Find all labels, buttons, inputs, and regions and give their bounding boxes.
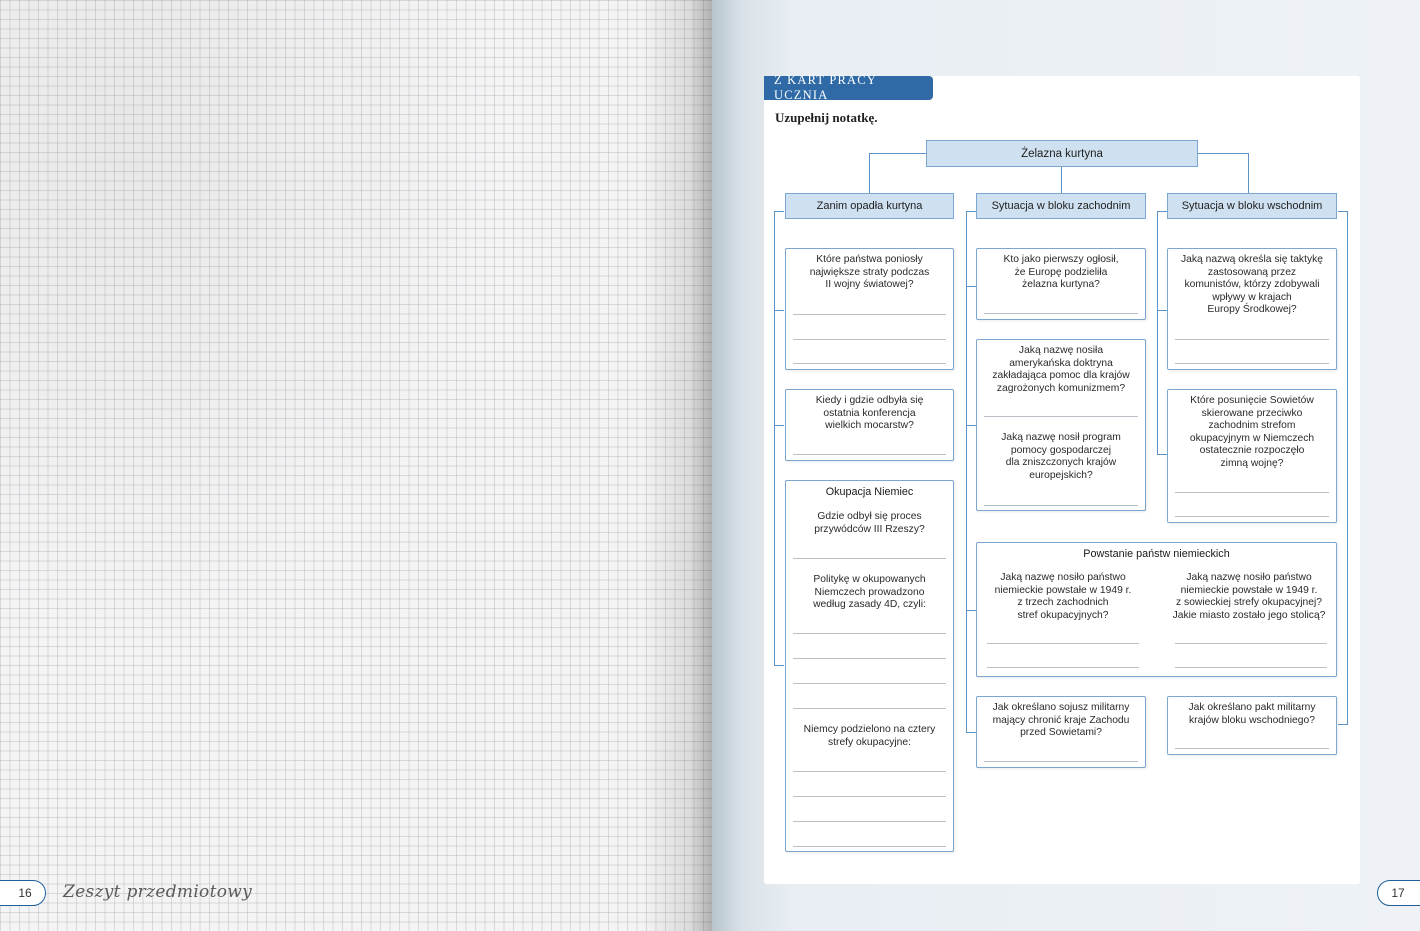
question-box xyxy=(1167,389,1337,523)
connector xyxy=(1061,166,1062,193)
question-text: Które państwa poniosły największe straty podczas II wojny światowej? xyxy=(809,254,930,291)
instruction: Uzupełnij notatkę. xyxy=(775,110,878,125)
connector xyxy=(1347,211,1348,725)
question-box xyxy=(1167,248,1337,370)
question-box xyxy=(1167,696,1337,755)
answer-line[interactable] xyxy=(793,771,946,772)
answer-line[interactable] xyxy=(984,505,1138,506)
connector xyxy=(966,425,976,426)
occupation-box xyxy=(785,480,954,852)
question-box xyxy=(785,248,954,370)
question-text: Jaką nazwę nosiło państwo niemieckie powstałe w 1949 r. z trzech zachodnich stref okupacyjnych? xyxy=(994,572,1132,621)
connector xyxy=(869,153,870,193)
question-text: Niemcy podzielono na cztery strefy okupacyjne: xyxy=(803,724,936,748)
answer-line[interactable] xyxy=(1175,643,1327,644)
answer-line[interactable] xyxy=(984,416,1138,417)
connector xyxy=(1338,724,1348,725)
column-header-before: Zanim opadła kurtyna xyxy=(785,193,954,219)
connector xyxy=(774,211,775,666)
answer-line[interactable] xyxy=(1175,516,1329,517)
answer-line[interactable] xyxy=(1175,667,1327,668)
question-text: Jaką nazwę nosił program pomocy gospodarczej dla zniszczonych krajów europejskich? xyxy=(1001,432,1121,481)
question-text: Kto jako pierwszy ogłosił, że Europę podzieliła żelazna kurtyna? xyxy=(1003,254,1119,291)
question-box xyxy=(785,389,954,461)
answer-line[interactable] xyxy=(793,558,946,559)
question-text: Które posunięcie Sowietów skierowane przeciwko zachodnim strefom okupacyjnym w Niemczech ostatecznie rozpoczęło zimną wojnę? xyxy=(1189,395,1315,469)
answer-line[interactable] xyxy=(793,658,946,659)
answer-line[interactable] xyxy=(1175,363,1329,364)
question-text: Politykę w okupowanych Niemczech prowadzono według zasady 4D, czyli: xyxy=(813,574,926,611)
question-box xyxy=(976,339,1146,511)
connector xyxy=(1198,153,1249,154)
occupation-title: Okupacja Niemiec xyxy=(825,486,914,498)
question-text: Jak określano pakt militarny krajów bloku wschodniego? xyxy=(1188,702,1316,726)
connector xyxy=(1157,211,1158,455)
root-header: Żelazna kurtyna xyxy=(926,140,1198,167)
connector xyxy=(966,211,967,733)
connector xyxy=(1157,454,1167,455)
right-page-number: 17 xyxy=(1377,880,1420,906)
connector xyxy=(966,610,976,611)
column-header-west: Sytuacja w bloku zachodnim xyxy=(976,193,1146,219)
question-text: Kiedy i gdzie odbyła się ostatnia konferencja wielkich mocarstw? xyxy=(815,395,924,432)
answer-line[interactable] xyxy=(793,314,946,315)
answer-line[interactable] xyxy=(793,339,946,340)
connector xyxy=(774,665,784,666)
answer-line[interactable] xyxy=(793,821,946,822)
footer-title: Zeszyt przedmiotowy xyxy=(63,882,253,902)
question-box xyxy=(976,696,1146,768)
question-text: Jaką nazwę nosiło państwo niemieckie powstałe w 1949 r. z sowieckiej strefy okupacyjnej? Jakie miasto zostało jego stolicą? xyxy=(1172,572,1326,621)
answer-line[interactable] xyxy=(1175,748,1329,749)
answer-line[interactable] xyxy=(793,846,946,847)
connector xyxy=(774,211,784,212)
question-box xyxy=(976,248,1146,320)
answer-line[interactable] xyxy=(987,643,1139,644)
answer-line[interactable] xyxy=(793,683,946,684)
answer-line[interactable] xyxy=(1175,492,1329,493)
section-tab: Z KART PRACY UCZNIA xyxy=(764,76,933,100)
connector xyxy=(774,310,784,311)
germany-states-box xyxy=(976,542,1337,677)
connector xyxy=(774,425,784,426)
connector xyxy=(966,732,976,733)
column-header-east: Sytuacja w bloku wschodnim xyxy=(1167,193,1337,219)
answer-line[interactable] xyxy=(793,708,946,709)
connector xyxy=(966,286,976,287)
question-text: Jaką nazwą określa się taktykę zastosowaną przez komunistów, którzy zdobywali wpływy w krajach Europy Środkowej? xyxy=(1181,254,1323,316)
connector xyxy=(1248,153,1249,193)
question-text: Jak określano sojusz militarny mający chronić kraje Zachodu przed Sowietami? xyxy=(992,702,1130,739)
answer-line[interactable] xyxy=(984,761,1138,762)
germany-title: Powstanie państw niemieckich xyxy=(1083,548,1230,560)
question-text: Jaką nazwę nosiła amerykańska doktryna zakładająca pomoc dla krajów zagrożonych komunizmem? xyxy=(992,345,1130,394)
answer-line[interactable] xyxy=(1175,339,1329,340)
answer-line[interactable] xyxy=(793,796,946,797)
connector xyxy=(1157,310,1167,311)
connector xyxy=(966,211,976,212)
answer-line[interactable] xyxy=(793,454,946,455)
answer-line[interactable] xyxy=(984,313,1138,314)
left-page-number: 16 xyxy=(0,880,46,906)
connector xyxy=(869,153,926,154)
answer-line[interactable] xyxy=(987,667,1139,668)
answer-line[interactable] xyxy=(793,363,946,364)
connector xyxy=(1157,211,1167,212)
question-text: Gdzie odbył się proces przywódców III Rzeszy? xyxy=(814,511,925,535)
answer-line[interactable] xyxy=(793,633,946,634)
